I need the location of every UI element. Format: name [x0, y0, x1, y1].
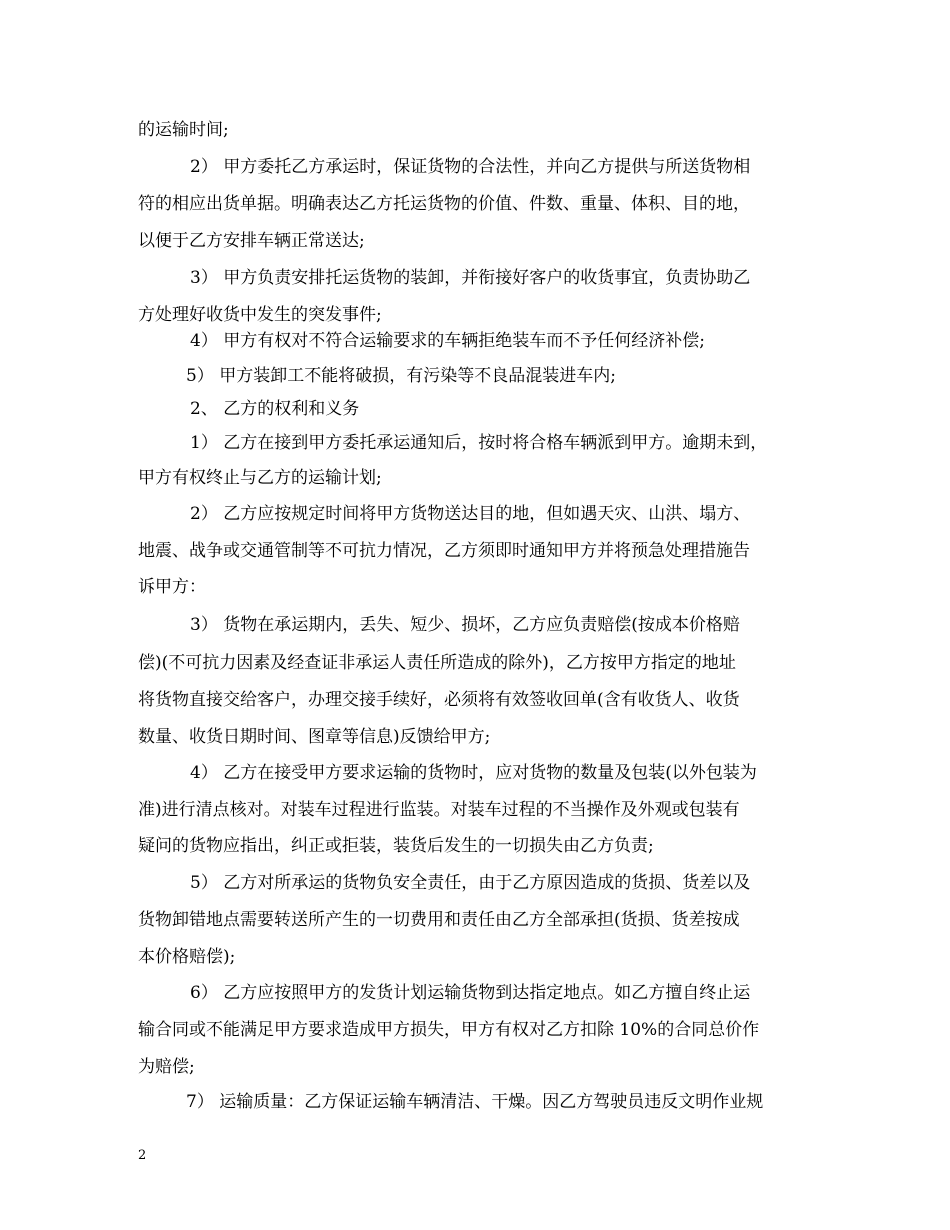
text-line: 输合同或不能满足甲方要求造成甲方损失，甲方有权对乙方扣除 10%的合同总价作 [138, 1020, 760, 1040]
text-line: 方处理好收货中发生的突发事件; [138, 305, 382, 325]
text-line: 5） 甲方装卸工不能将破损，有污染等不良品混装进车内; [186, 366, 616, 386]
text-line: 4） 乙方在接受甲方要求运输的货物时，应对货物的数量及包装(以外包装为 [190, 763, 757, 783]
text-line: 偿)(不可抗力因素及经查证非承运人责任所造成的除外)，乙方按甲方指定的地址 [138, 653, 736, 673]
text-line: 的运输时间; [138, 120, 229, 140]
text-line: 准)进行清点核对。对装车过程进行监装。对装车过程的不当操作及外观或包装有 [138, 800, 740, 820]
text-line: 4） 甲方有权对不符合运输要求的车辆拒绝装车而不予任何经济补偿; [190, 331, 705, 351]
text-line: 3） 货物在承运期内，丢失、短少、损坏，乙方应负责赔偿(按成本价格赔 [190, 615, 740, 635]
text-line: 数量、收货日期时间、图章等信息)反馈给甲方; [138, 727, 491, 747]
text-line: 本价格赔偿); [138, 947, 236, 967]
text-line: 6） 乙方应按照甲方的发货计划运输货物到达指定地点。如乙方擅自终止运 [190, 983, 751, 1003]
text-line: 将货物直接交给客户，办理交接手续好，必须将有效签收回单(含有收货人、收货 [138, 690, 740, 710]
text-line: 为赔偿; [138, 1057, 195, 1077]
text-line: 甲方有权终止与乙方的运输计划; [138, 468, 382, 488]
text-line: 疑问的货物应指出，纠正或拒装，装货后发生的一切损失由乙方负责; [138, 836, 654, 856]
text-line: 2） 甲方委托乙方承运时，保证货物的合法性，并向乙方提供与所送货物相 [190, 157, 751, 177]
text-line: 2） 乙方应按规定时间将甲方货物送达目的地，但如遇天灾、山洪、塌方、 [190, 504, 751, 524]
text-line: 3） 甲方负责安排托运货物的装卸，并衔接好客户的收货事宜，负责协助乙 [190, 268, 751, 288]
text-line: 1） 乙方在接到甲方委托承运通知后，按时将合格车辆派到甲方。逾期未到， [190, 433, 768, 453]
text-line: 7） 运输质量：乙方保证运输车辆清洁、干燥。因乙方驾驶员违反文明作业规 [186, 1092, 764, 1112]
text-line: 5） 乙方对所承运的货物负安全责任，由于乙方原因造成的货损、货差以及 [190, 873, 751, 893]
text-line: 货物卸错地点需要转送所产生的一切费用和责任由乙方全部承担(货损、货差按成 [138, 910, 740, 930]
text-line: 地震、战争或交通管制等不可抗力情况，乙方须即时通知甲方并将预急处理措施告 [138, 541, 750, 561]
text-line: 以便于乙方安排车辆正常送达; [138, 231, 365, 251]
text-line: 符的相应出货单据。明确表达乙方托运货物的价值、件数、重量、体积、目的地， [138, 194, 750, 214]
page-number: 2 [138, 1148, 147, 1163]
section-heading: 2、 乙方的权利和义务 [190, 399, 360, 419]
text-line: 诉甲方： [138, 577, 206, 597]
